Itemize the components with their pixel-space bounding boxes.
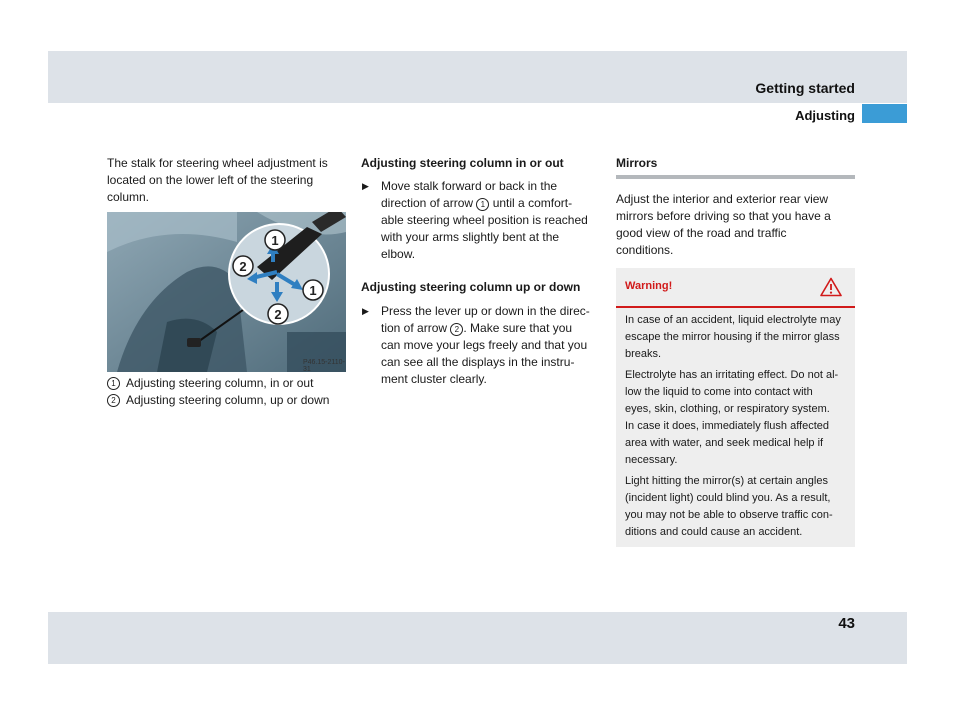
warning-body bbox=[616, 308, 855, 541]
steering-instructions bbox=[361, 155, 601, 388]
bullet-line: Move stalk forward or back in the bbox=[381, 179, 558, 193]
warning-line: Electrolyte has an irritating effect. Do not al- bbox=[625, 369, 839, 381]
mirrors-heading: Mirrors bbox=[616, 155, 855, 179]
svg-text:2: 2 bbox=[274, 307, 282, 322]
warning-line: (incident light) could blind you. As a result, bbox=[625, 492, 831, 504]
instruction-bullet bbox=[361, 178, 601, 263]
arrow-reference: 1 bbox=[476, 198, 489, 211]
instruction-bullet bbox=[361, 303, 601, 388]
mirrors-line: good view of the road and traffic bbox=[616, 226, 787, 240]
warning-line: necessary. bbox=[625, 454, 678, 466]
subsection-title: Adjusting bbox=[795, 108, 855, 123]
warning-line: In case of an accident, liquid electrolyte may bbox=[625, 314, 841, 326]
warning-title: Warning! bbox=[625, 280, 673, 292]
callout-marker bbox=[233, 256, 253, 276]
steering-stalk-illustration bbox=[107, 212, 346, 372]
mirrors-line: Adjust the interior and exterior rear view bbox=[616, 192, 829, 206]
bullet-line: can see all the displays in the instru- bbox=[381, 355, 575, 369]
callout-marker bbox=[265, 230, 285, 250]
intro-line: located on the lower left of the steering bbox=[107, 173, 314, 187]
caption-text: Adjusting steering column, in or out bbox=[126, 376, 314, 390]
bullet-line: Press the lever up or down in the direc- bbox=[381, 304, 590, 318]
warning-line: area with water, and seek medical help if bbox=[625, 437, 824, 449]
svg-text:1: 1 bbox=[309, 283, 317, 298]
steering-stalk-figure bbox=[107, 212, 346, 372]
warning-line: Light hitting the mirror(s) at certain angles bbox=[625, 475, 828, 487]
caption-number: 1 bbox=[107, 377, 120, 390]
warning-line: you may not be able to observe traffic con- bbox=[625, 509, 833, 521]
heading-in-out: Adjusting steering column in or out bbox=[361, 156, 564, 170]
mirrors-text bbox=[616, 191, 856, 259]
warning-line: breaks. bbox=[625, 348, 662, 360]
warning-line: escape the mirror housing if the mirror glass bbox=[625, 331, 840, 343]
section-title: Getting started bbox=[755, 80, 855, 96]
section-tab-marker bbox=[862, 104, 907, 123]
bullet-line: tion of arrow bbox=[381, 321, 451, 335]
bullet-arrow-icon: ▶ bbox=[362, 181, 369, 191]
bullet-line: until a comfort- bbox=[489, 196, 573, 210]
heading-up-down: Adjusting steering column up or down bbox=[361, 280, 581, 294]
mirrors-section bbox=[616, 155, 856, 259]
footer-band bbox=[48, 612, 907, 664]
mirrors-line: conditions. bbox=[616, 243, 674, 257]
warning-line: low the liquid to come into contact with bbox=[625, 386, 813, 398]
bullet-line: can move your legs freely and that you bbox=[381, 338, 588, 352]
callout-marker bbox=[303, 280, 323, 300]
bullet-line: able steering wheel position is reached bbox=[381, 213, 588, 227]
arrow-reference: 2 bbox=[450, 323, 463, 336]
warning-paragraph bbox=[625, 312, 846, 363]
bullet-line: ment cluster clearly. bbox=[381, 372, 487, 386]
intro-line: The stalk for steering wheel adjustment is bbox=[107, 156, 328, 170]
warning-line: ditions and could cause an accident. bbox=[625, 526, 803, 538]
figure-code: P46.15-2110-31 bbox=[303, 359, 345, 372]
bullet-line: . Make sure that you bbox=[463, 321, 573, 335]
figure-captions bbox=[107, 375, 352, 409]
warning-header bbox=[616, 268, 855, 308]
warning-triangle-icon bbox=[820, 277, 842, 297]
warning-box bbox=[616, 268, 855, 547]
warning-paragraph bbox=[625, 473, 846, 541]
page-number: 43 bbox=[838, 615, 855, 632]
svg-text:2: 2 bbox=[239, 259, 247, 274]
warning-paragraph bbox=[625, 367, 846, 469]
caption-item bbox=[107, 392, 352, 409]
warning-line: In case it does, immediately flush affected bbox=[625, 420, 830, 432]
caption-item bbox=[107, 375, 352, 392]
callout-marker bbox=[268, 304, 288, 324]
bullet-line: with your arms slightly bent at the bbox=[381, 230, 560, 244]
mirrors-line: mirrors before driving so that you have a bbox=[616, 209, 831, 223]
caption-text: Adjusting steering column, up or down bbox=[126, 393, 330, 407]
svg-text:1: 1 bbox=[271, 233, 279, 248]
warning-line: eyes, skin, clothing, or respiratory system. bbox=[625, 403, 830, 415]
bullet-arrow-icon: ▶ bbox=[362, 306, 369, 316]
intro-text bbox=[107, 155, 347, 206]
caption-number: 2 bbox=[107, 394, 120, 407]
bullet-line: elbow. bbox=[381, 247, 416, 261]
intro-line: column. bbox=[107, 190, 150, 204]
bullet-line: direction of arrow bbox=[381, 196, 477, 210]
